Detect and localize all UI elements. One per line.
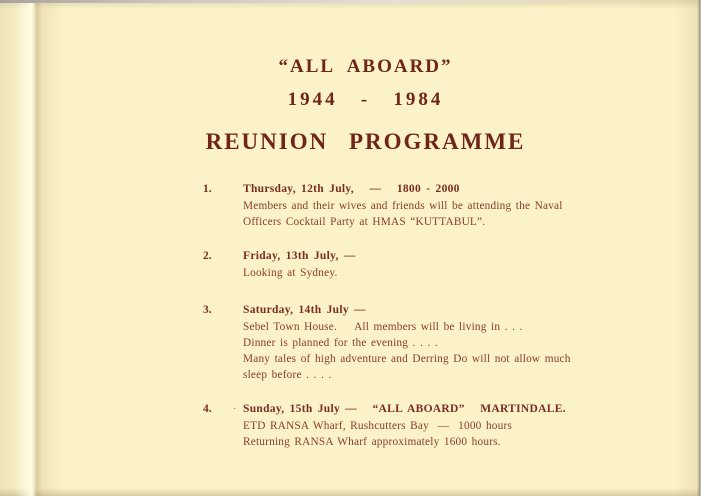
item-number: 3. (203, 304, 212, 316)
item-heading: Saturday, 14th July — (243, 304, 366, 316)
item-number: 1. (203, 183, 212, 195)
item-number: 2. (203, 250, 212, 262)
item-text-line: Many tales of high adventure and Derring Do will not allow much (243, 353, 571, 365)
item-number: 4. (203, 403, 212, 415)
item-text-line: Officers Cocktail Party at HMAS “KUTTABUL”. (243, 216, 486, 228)
item-text-line: Sebel Town House. All members will be living in . . . (243, 321, 523, 333)
item-heading: Friday, 13th July, — (243, 250, 356, 262)
stray-ink-mark: · (233, 404, 237, 415)
item-text-line: Returning RANSA Wharf approximately 1600 hours. (243, 436, 501, 448)
item-heading: Thursday, 12th July, — 1800 - 2000 (243, 183, 460, 195)
title-years: 1944 - 1984 (287, 89, 444, 110)
item-heading: Sunday, 15th July — “ALL ABOARD” MARTINDALE. (243, 403, 566, 415)
title-all-aboard: “ALL ABOARD” (278, 56, 453, 77)
item-text-line: Members and their wives and friends will be attending the Naval (243, 200, 563, 212)
item-text-line: sleep before . . . . (243, 369, 332, 381)
scanner-edge-strip (0, 0, 660, 3)
item-text-line: Dinner is planned for the evening . . . . (243, 337, 438, 349)
item-text-line: ETD RANSA Wharf, Rushcutters Bay — 1000 hours (243, 420, 513, 432)
page-right-edge (697, 0, 701, 496)
title-reunion-programme: REUNION PROGRAMME (205, 129, 526, 154)
item-text-line: Looking at Sydney. (243, 267, 338, 279)
